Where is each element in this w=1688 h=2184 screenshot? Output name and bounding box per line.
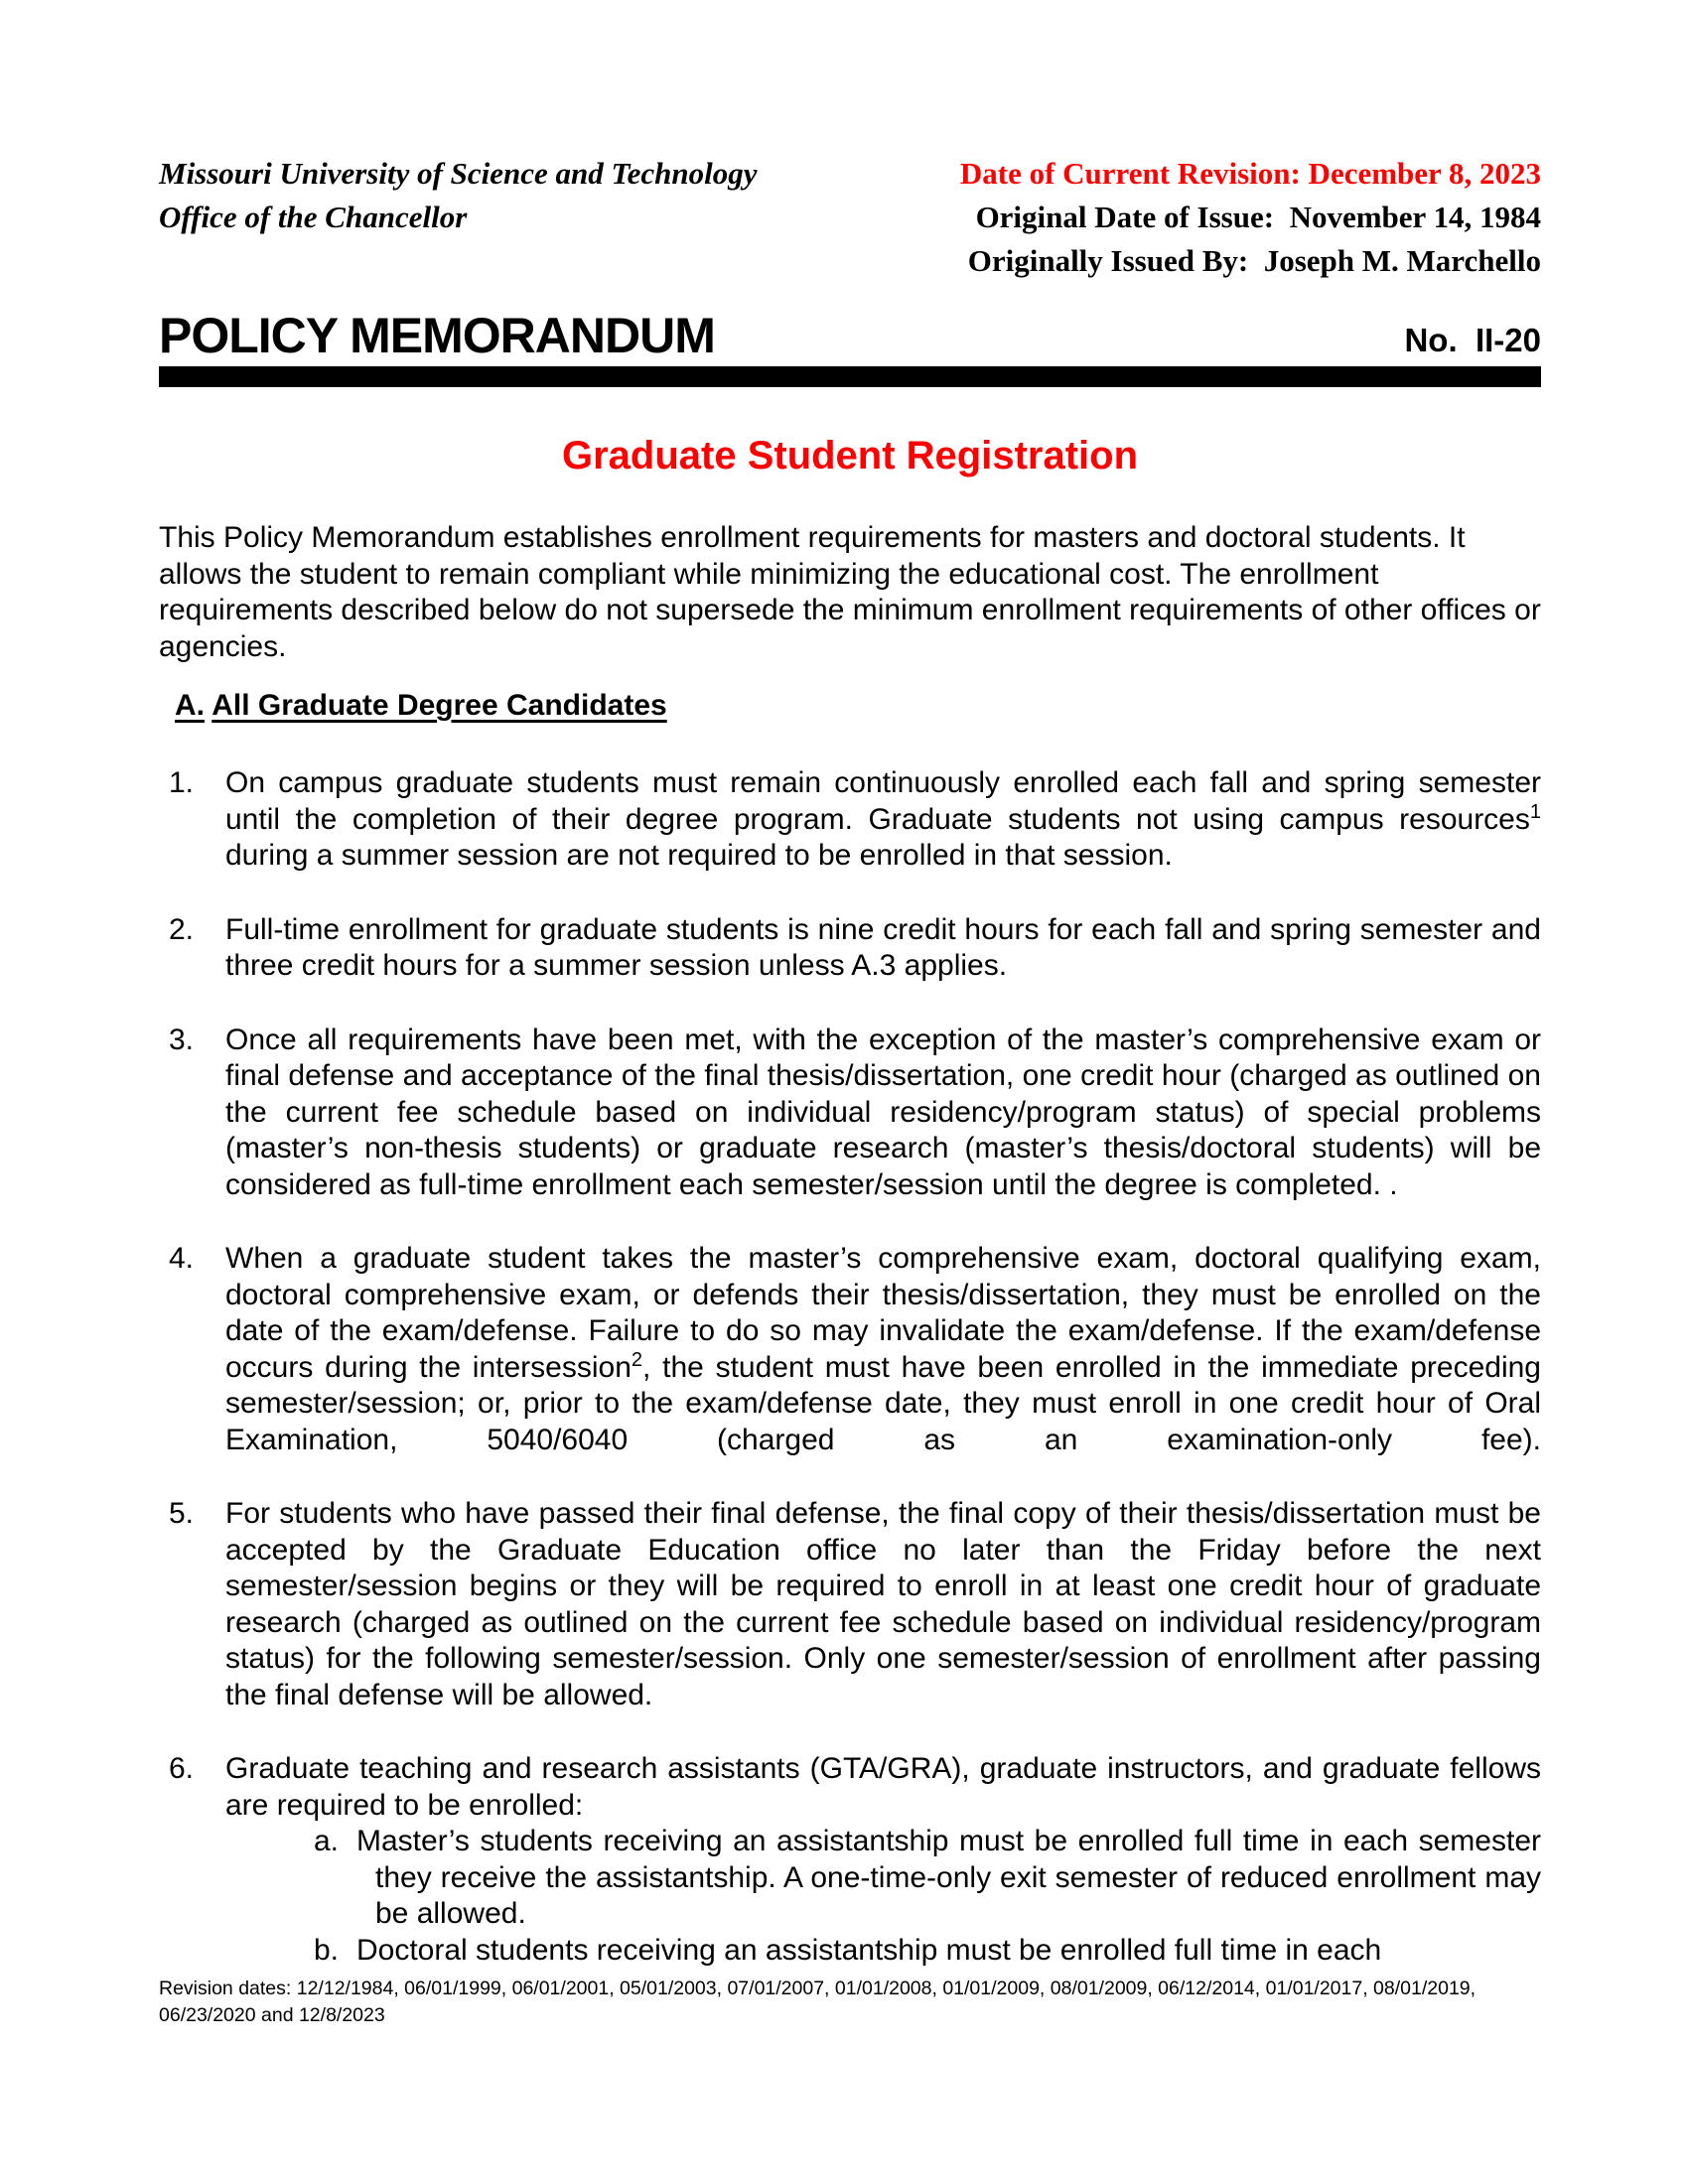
letterhead	[159, 152, 1541, 283]
list-item	[159, 912, 1541, 985]
list-item	[159, 1023, 1541, 1204]
divider-bar	[159, 366, 1541, 387]
page-content	[159, 0, 1541, 2006]
list-item-number: 2.	[169, 912, 195, 946]
section-a-label: A.	[175, 689, 205, 722]
list-item-number: 6.	[169, 1752, 195, 1785]
list-item-number: 5.	[169, 1497, 195, 1530]
sub-list-item-label: b.	[314, 1933, 340, 1967]
list-item-text: 6. Graduate teaching and research assistants (GTA/GRA), graduate instructors, and graduate fellows are required to be enrolled:	[169, 1752, 1541, 1822]
revision-dates-line2: 06/23/2020 and 12/8/2023	[159, 2004, 385, 2026]
letterhead-org	[159, 152, 758, 283]
list-item	[159, 1751, 1541, 1969]
revision-dates-line1: Revision dates: 12/12/1984, 06/01/1999, 06/01/2001, 05/01/2003, 07/01/2007, 01/01/2008, 01/01/2009, 08/01/2009, 06/12/2014, 01/01/2017, 08/01/2019,	[159, 1978, 1477, 1999]
list-item-text: 1. On campus graduate students must remain continuously enrolled each fall and spring semester until the completion of their degree program. Graduate students not using campus resources$^1$ during a summer session are not required to be enrolled in that session.	[169, 766, 1541, 872]
sub-list-item: b. Doctoral students receiving an assistantship must be enrolled full time in each	[375, 1933, 1541, 1970]
section-a-title: All Graduate Degree Candidates	[211, 689, 667, 722]
list-item	[159, 1241, 1541, 1458]
footnote-ref: 2	[631, 1348, 642, 1371]
intro-paragraph: This Policy Memorandum establishes enrollment requirements for masters and doctoral students. It allows the student to remain compliant while minimizing the educational cost. The enrollment requirements described below do not supersede the minimum enrollment requirements of other offices or agencies.	[159, 521, 1541, 663]
list-item-text: 5. For students who have passed their final defense, the final copy of their thesis/dissertation must be accepted by the Graduate Education office no later than the Friday before the next semester/session begins or they will be required to enroll in at least one credit hour of graduate research (charged as outlined on the current fee schedule based on individual residency/program status) for the following semester/session. Only one semester/session of enrollment after passing the final defense will be allowed.	[169, 1497, 1541, 1711]
list-item-text: 3. Once all requirements have been met, with the exception of the master’s comprehensive exam or final defense and acceptance of the final thesis/dissertation, one credit hour (charged as outlined on the current fee schedule based on individual residency/program status) of special problems (master’s non-thesis students) or graduate research (master’s thesis/doctoral students) will be considered as full-time enrollment each semester/session until the degree is completed. .	[169, 1023, 1541, 1201]
org-office: Office of the Chancellor	[159, 200, 468, 234]
list-item-number: 4.	[169, 1242, 195, 1275]
footnote-ref: 1	[1529, 800, 1541, 823]
current-revision-date: Date of Current Revision: December 8, 2023	[959, 156, 1541, 191]
section-a-heading	[175, 687, 1541, 724]
org-name: Missouri University of Science and Technology	[159, 156, 758, 191]
memo-subject: Graduate Student Registration	[561, 434, 1139, 478]
originally-issued-by: Originally Issued By: Joseph M. Marchello	[967, 243, 1541, 278]
list-item	[159, 1496, 1541, 1713]
list-item-text: 2. Full-time enrollment for graduate students is nine credit hours for each fall and spring semester and three credit hours for a summer session unless A.3 applies.	[169, 912, 1541, 982]
memo-title: POLICY MEMORANDUM	[159, 308, 715, 363]
list-item-text: 4. When a graduate student takes the master’s comprehensive exam, doctoral qualifying exam, doctoral comprehensive exam, or defends their thesis/dissertation, they must be enrolled on the date of the exam/defense. Failure to do so may invalidate the exam/defense. If the exam/defense occurs during the intersession$^2$, the student must have been enrolled in the immediate preceding semester/session; or, prior to the exam/defense date, they must enroll in one credit hour of Oral Examination, 5040/6040 (charged as an examination-only fee).	[169, 1242, 1541, 1456]
letterhead-dates	[960, 152, 1541, 283]
numbered-list	[159, 765, 1541, 1969]
list-item-number: 3.	[169, 1023, 195, 1056]
list-item-number: 1.	[169, 766, 195, 799]
list-item	[159, 765, 1541, 875]
sub-list-item: a. Master’s students receiving an assistantship must be enrolled full time in each semester they receive the assistantship. A one-time-only exit semester of reduced enrollment may be allowed.	[314, 1825, 1541, 1930]
memo-title-row	[159, 309, 1541, 362]
memo-number: No. II-20	[1404, 322, 1541, 358]
original-issue-date: Original Date of Issue: November 14, 1984	[975, 200, 1541, 234]
sub-list-item-label: a.	[314, 1825, 340, 1857]
revision-dates-footer	[159, 1976, 1549, 2029]
